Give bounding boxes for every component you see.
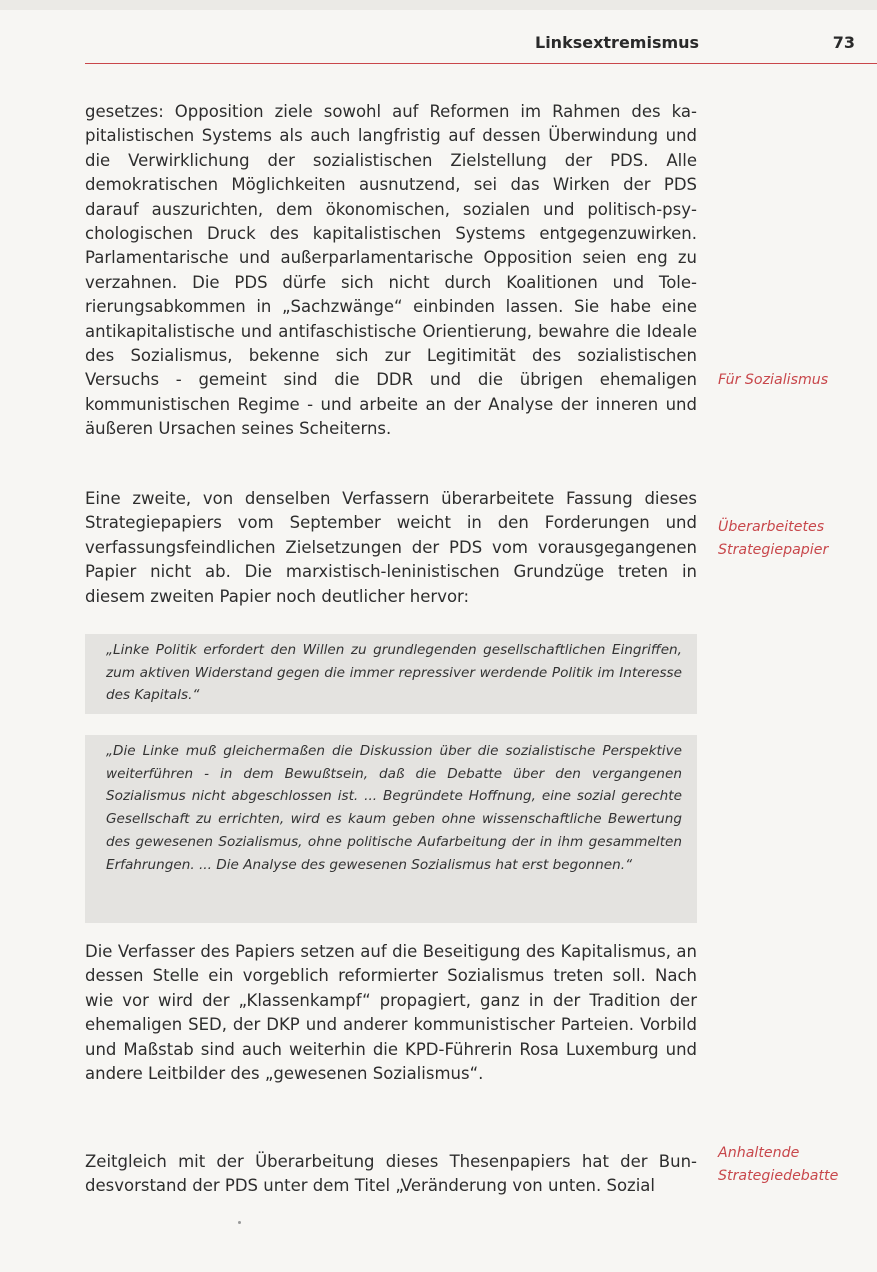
margin-note-anhaltende-strategiedebatte [718, 1142, 873, 1188]
header-rule [85, 63, 877, 64]
margin-note-line: Strategiepapier [718, 542, 829, 558]
running-title: Linksextremismus [535, 33, 700, 52]
body-paragraph-2: Eine zweite, von denselben Verfassern überarbeitete Fassung dieses Strategiepapiers vom September weicht in den Forderungen und verfassungsfeindlichen Zielsetzungen der PDS vom vorausgegangenen Papier nicht ab. Die marxistisch-leninistischen Grundzüge treten in diesem zweiten Papier noch deutlicher hervor: [85, 489, 697, 606]
quote-block-1: „Linke Politik erfordert den Willen zu grundlegenden gesellschaftlichen Eingriffen, zum aktiven Widerstand gegen die immer repressiver werdende Politik im Interesse des Kapitals.“ [85, 634, 697, 714]
body-paragraph-3: Die Verfasser des Papiers setzen auf die Beseitigung des Kapitalismus, an dessen Stelle ein vorgeblich reformierter Sozialismus treten soll. Nach wie vor wird der „Klassenkampf“ propagiert, ganz in der Tradition der ehemaligen SED, der DKP und anderer kommunistischer Parteien. Vorbild und Maßstab sind auch weiterhin die KPD-Führerin Rosa Luxemburg und andere Leitbilder des „gewesenen Sozialismus“. [85, 942, 697, 1084]
page-header [0, 0, 877, 70]
margin-note-fuer-sozialismus [718, 369, 873, 392]
margin-note-ueberarbeitetes-strategiepapier [718, 516, 873, 562]
page-number: 73 [832, 33, 855, 52]
quote-block-2: „Die Linke muß gleichermaßen die Diskussion über die sozialistische Perspektive weiterführen - in dem Bewußtsein, daß die Debatte über den vergangenen Sozialismus nicht abgeschlossen ist. ... Begründete Hoffnung, eine sozial gerechte Gesellschaft zu errichten, wird es kaum geben ohne wissenschaftliche Bewertung des gewesenen Sozialismus, ohne politische Aufarbeitung der in ihm gesammelten Erfahrungen. ... Die Analyse des gewesenen Sozialismus hat erst begonnen.“ [85, 735, 697, 923]
margin-note-line: Für Sozialismus [718, 372, 829, 388]
margin-note-line: Überarbeitetes [718, 519, 825, 535]
margin-note-line: Strategiedebatte [718, 1168, 839, 1184]
margin-note-line: Anhaltende [718, 1145, 800, 1161]
scan-speck [238, 1221, 241, 1224]
body-paragraph-1: gesetzes: Opposition ziele sowohl auf Reformen im Rahmen des kapitalistischen Systems als auch langfristig auf dessen Überwindung und die Verwirklichung der sozialistischen Zielstellung der PDS. Alle demokratischen Möglichkeiten ausnutzend, sei das Wirken der PDS darauf auszurichten, dem ökonomischen, sozialen und politisch-psychologischen Druck des kapitalistischen Systems entgegenzuwirken. Parlamentarische und außerparlamentarische Opposition seien eng zu verzahnen. Die PDS dürfe sich nicht durch Koalitionen und Tolerierungsabkommen in „Sachzwänge“ einbinden lassen. Sie habe eine antikapitalistische und antifaschistische Orientierung, bewahre die Ideale des Sozialismus, bekenne sich zur Legitimität des sozialistischen Versuchs - gemeint sind die DDR und die übrigen ehemaligen kommunistischen Regime - und arbeite an der Analyse der inneren und äußeren Ursachen seines Scheiterns. [85, 102, 697, 439]
body-paragraph-4: Zeitgleich mit der Überarbeitung dieses Thesenpapiers hat der Bundesvorstand der PDS unter dem Titel „Veränderung von unten. Sozial [85, 1152, 697, 1196]
